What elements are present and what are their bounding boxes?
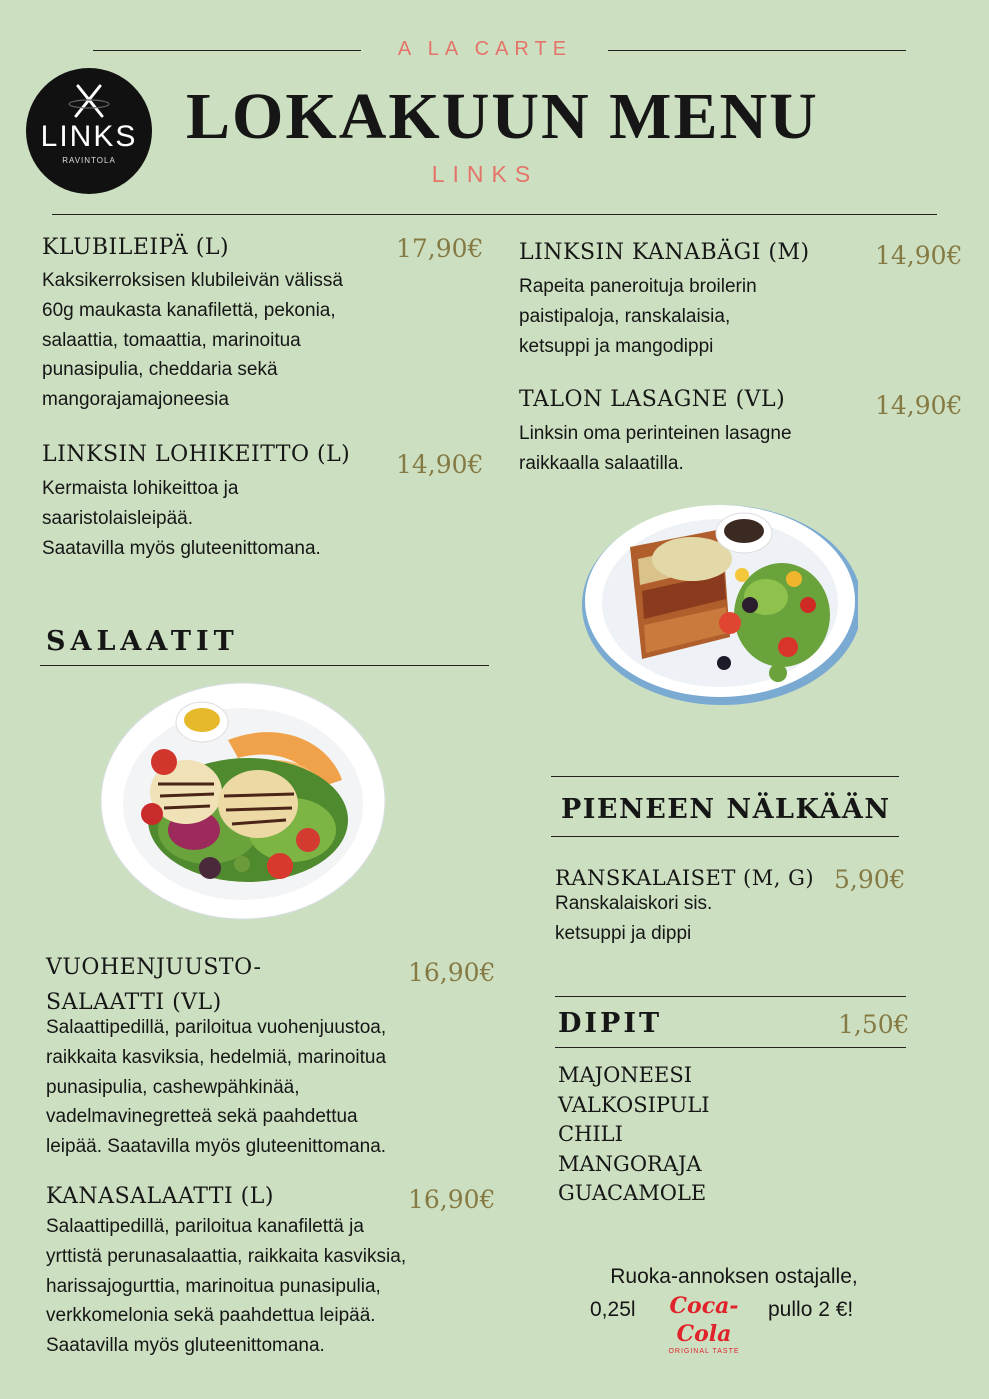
item-price: 14,90€ (875, 391, 963, 420)
item-desc: Ranskalaiskori sis. ketsuppi ja dippi (555, 893, 713, 944)
item-name: LINKSIN LOHIKEITTO (L) (42, 442, 351, 467)
promo-size: 0,25l (590, 1298, 636, 1321)
item-price: 16,90€ (408, 958, 496, 987)
item-desc: Rapeita paneroituja broilerin paistipaloja, ranskalaisia, ketsuppi ja mangodippi (519, 276, 757, 357)
page-title: LOKAKUUN MENU (186, 80, 819, 153)
dips-price: 1,50€ (838, 1010, 910, 1039)
item-price: 14,90€ (396, 450, 484, 479)
section-title-small: PIENEEN NÄLKÄÄN (561, 794, 891, 825)
dips-rule-top (555, 996, 906, 997)
item-name: VUOHENJUUSTO- SALAATTI (VL) (46, 955, 262, 1015)
item-name: RANSKALAISET (M, G) (555, 866, 815, 890)
salads-rule (40, 665, 489, 666)
item-name: LINKSIN KANABÄGI (M) (519, 240, 810, 265)
item-desc: Kermaista lohikeittoa ja saaristolaisleipää. Saatavilla myös gluteenittomana. (42, 478, 321, 559)
promo-suffix: pullo 2 €! (768, 1298, 854, 1321)
item-price: 16,90€ (408, 1185, 496, 1214)
dips-list (558, 1061, 710, 1209)
page-subtitle: LINKS (431, 161, 539, 187)
list-item: VALKOSIPULI (558, 1092, 710, 1117)
logo-name: LINKS (40, 120, 138, 153)
item-price: 5,90€ (834, 865, 906, 894)
section-title-dips: DIPIT (558, 1008, 663, 1039)
small-rule-top (551, 776, 899, 777)
list-item: CHILI (558, 1122, 623, 1146)
dips-rule-bottom (555, 1047, 906, 1048)
crossed-cutlery-icon (64, 82, 114, 124)
section-title-salads: SALAATIT (46, 626, 239, 657)
coca-cola-logo: Coca-Cola ORIGINAL TASTE (668, 1293, 740, 1355)
list-item: MAJONEESI (558, 1063, 693, 1087)
list-item: GUACAMOLE (558, 1181, 707, 1205)
item-desc: Salaattipedillä, pariloitua kanafilettä ja yrttistä perunasalaattia, raikkaita kasviksia, harissajogurttia, marinoitua punasipulia, verkkomelonia sekä paahdettua leipää. Saatavilla myös gluteenittomana. (46, 1216, 407, 1357)
list-item: MANGORAJA (558, 1151, 702, 1176)
item-price: 17,90€ (396, 234, 484, 263)
item-name: TALON LASAGNE (VL) (519, 387, 786, 412)
header-rule-right (608, 50, 906, 51)
small-rule-bottom (551, 836, 899, 837)
logo-sub: RAVINTOLA (62, 156, 116, 165)
item-name: KANASALAATTI (L) (46, 1184, 274, 1209)
promo-line1: Ruoka-annoksen ostajalle, (610, 1265, 858, 1288)
item-desc: Salaattipedillä, pariloitua vuohenjuustoa, raikkaita kasviksia, hedelmiä, marinoitua punasipulia, cashewpähkinää, vadelmavinegretteä sekä paahdettua leipää. Saatavilla myös gluteenittomana. (46, 1017, 387, 1158)
promo-line2 (590, 1292, 890, 1355)
goat-cheese-salad-photo (98, 680, 388, 922)
header-bottom-rule (52, 214, 937, 215)
lasagne-plate-photo (582, 487, 860, 705)
item-price: 14,90€ (875, 241, 963, 270)
links-logo (26, 68, 152, 194)
item-desc: Linksin oma perinteinen lasagne raikkaalla salaatilla. (519, 423, 792, 474)
item-name: KLUBILEIPÄ (L) (42, 235, 230, 260)
item-desc: Kaksikerroksisen klubileivän välissä 60g maukasta kanafilettä, pekonia, salaattia, tomaattia, marinoitua punasipulia, cheddaria sekä mangorajamajoneesia (42, 270, 343, 411)
header-rule-left (93, 50, 361, 51)
menu-kicker: A LA CARTE (397, 38, 573, 60)
